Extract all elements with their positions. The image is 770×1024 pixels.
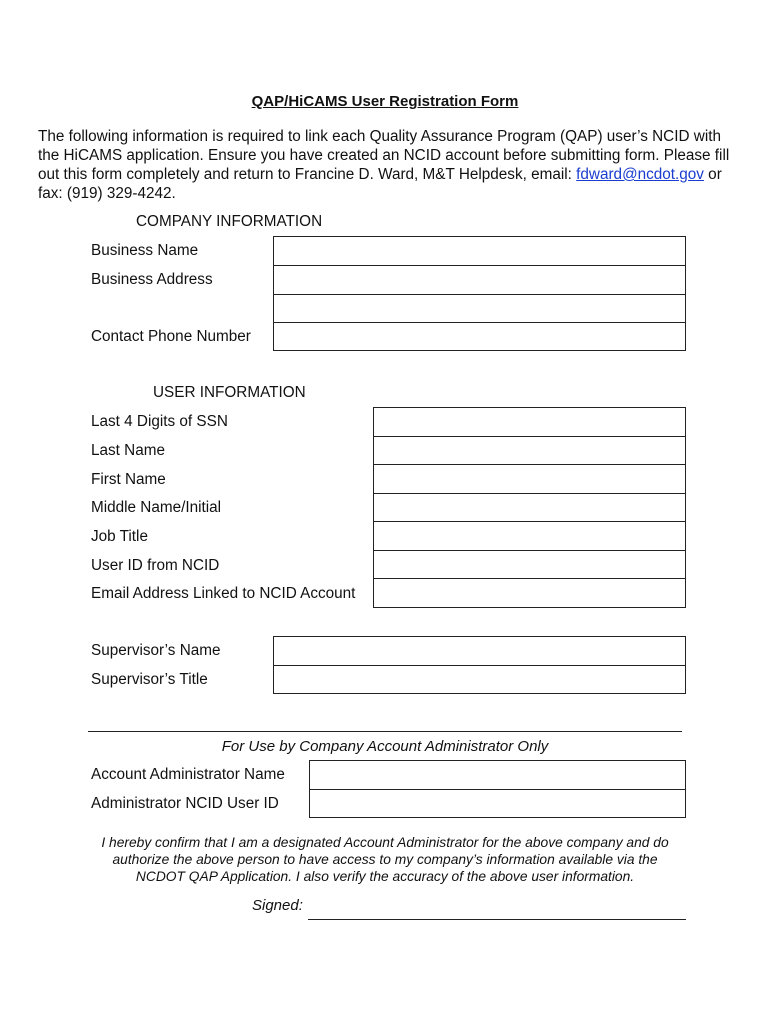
middle-name-field[interactable] (373, 493, 686, 522)
contact-phone-label: Contact Phone Number (91, 328, 251, 345)
form-title: QAP/HiCAMS User Registration Form (251, 93, 519, 110)
user-id-label: User ID from NCID (91, 557, 220, 574)
admin-ncid-label: Administrator NCID User ID (91, 795, 279, 812)
user-section-heading: USER INFORMATION (153, 384, 306, 401)
business-name-field[interactable] (273, 236, 686, 266)
supervisor-name-label: Supervisor’s Name (91, 642, 221, 659)
admin-confirmation-text: I hereby confirm that I am a designated Account Administrator for the above company and do authorize the above person to have access to my company’s information available via the NCDOT QAP Application. I also verify the accuracy of the above user information. (101, 835, 669, 884)
first-name-label: First Name (91, 471, 166, 488)
company-section-heading: COMPANY INFORMATION (136, 213, 323, 230)
supervisor-title-field[interactable] (273, 665, 686, 694)
email-label: Email Address Linked to NCID Account (91, 585, 356, 602)
signature-line[interactable] (308, 919, 686, 920)
admin-name-field[interactable] (309, 760, 686, 790)
intro-suffix: or fax: (919) 329-4242. (38, 166, 722, 202)
last-name-field[interactable] (373, 436, 686, 465)
admin-section-heading: For Use by Company Account Administrator Only (221, 738, 549, 755)
business-address-field-line2[interactable] (273, 294, 686, 323)
ssn-field[interactable] (373, 407, 686, 437)
job-title-field[interactable] (373, 521, 686, 551)
middle-name-label: Middle Name/Initial (91, 499, 222, 516)
intro-paragraph (38, 127, 738, 203)
helpdesk-email-link[interactable]: fdward@ncdot.gov (576, 166, 704, 183)
business-name-label: Business Name (91, 242, 199, 259)
supervisor-name-field[interactable] (273, 636, 686, 666)
email-field[interactable] (373, 578, 686, 608)
section-divider (88, 731, 682, 732)
admin-ncid-field[interactable] (309, 789, 686, 818)
admin-name-label: Account Administrator Name (91, 766, 285, 783)
first-name-field[interactable] (373, 464, 686, 494)
job-title-label: Job Title (91, 528, 148, 545)
contact-phone-field[interactable] (273, 322, 686, 351)
signed-label: Signed: (252, 897, 303, 914)
user-id-field[interactable] (373, 550, 686, 579)
ssn-label: Last 4 Digits of SSN (91, 413, 228, 430)
business-address-field-line1[interactable] (273, 265, 686, 295)
last-name-label: Last Name (91, 442, 165, 459)
business-address-label: Business Address (91, 271, 213, 288)
intro-text: The following information is required to link each Quality Assurance Program (QAP) user’s NCID with the HiCAMS application. Ensure you have created an NCID account before submitting form. Please fill out this form completely and return to Francine D. Ward, M&T Helpdesk, email: (38, 128, 730, 183)
supervisor-title-label: Supervisor’s Title (91, 671, 208, 688)
